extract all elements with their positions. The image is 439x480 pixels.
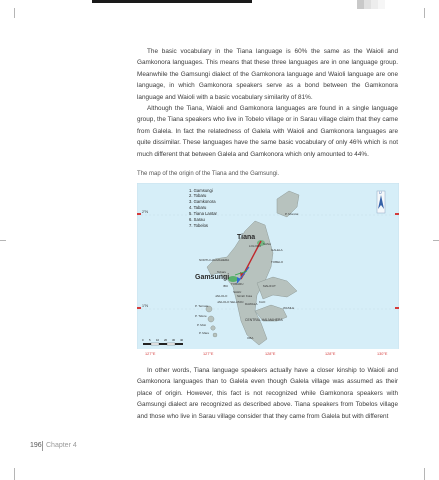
place-label: IBU <box>223 284 229 288</box>
place-label: P. Tidore <box>195 314 207 318</box>
legend-item: 3. Gamkonora <box>189 199 216 204</box>
lon-label: 128°E <box>265 352 276 356</box>
svg-text:0: 0 <box>142 338 144 342</box>
island-mare <box>213 333 217 337</box>
crop-mark-mid-left <box>0 240 6 241</box>
page-number: 196 <box>30 442 42 449</box>
place-label: NORTH HALMAHERA <box>199 258 230 262</box>
place-label: DAWALA <box>245 302 258 306</box>
place-label: MALIFUT <box>263 284 276 288</box>
svg-text:30: 30 <box>172 338 176 342</box>
place-label: Sirrah Kota <box>237 294 253 298</box>
paragraph-1: The basic vocabulary in the Tiana language is 60% the same as the Waioli and Gamkonora languages. This means that these three languages are in one language group. Meanwhile the Gamsungi dialect of the Gamkonora language and Waioli language are one language, in which Gamkonora speakers serve as a bond between the Gamkonora language and Waioli with a basic vocabulary similarity of 81%. <box>137 48 398 101</box>
place-label: JAILOLO <box>215 294 228 298</box>
place-label: P. Mare <box>199 331 210 335</box>
place-label: JAILOLO SELATAN <box>217 300 244 304</box>
place-label: Tobaru <box>217 270 227 274</box>
place-label: WASILE <box>283 306 295 310</box>
north-arrow-icon <box>377 191 385 213</box>
chapter-label: Chapter 4 <box>46 442 77 449</box>
legend-item: 6. Sarau <box>189 217 205 222</box>
lon-label: 130°E <box>377 352 388 356</box>
svg-text:5: 5 <box>149 338 151 342</box>
legend-item: 4. Tabaru <box>189 205 207 210</box>
place-label: KAO <box>259 300 266 304</box>
crop-mark-top-left <box>14 8 15 18</box>
crop-mark-mid-right <box>433 240 439 241</box>
paragraph-3: In other words, Tiana language speakers actually have a closer kinship to Waioli and Gamkonora languages than to Galela even though Galela village was assumed as their place of origin. However, this fact is not recognized while Gamkonora speakers with Gamsungi dialect are recognized as described above. Tiana speakers from Tobelos village and those who live in Sarau village consider that they came from Galela but with different <box>137 367 398 420</box>
place-label: SASA <box>263 242 272 246</box>
lon-label: 127°E <box>203 352 214 356</box>
footer-divider <box>42 441 43 451</box>
map-caption: The map of the origin of the Tiana and the Gamsungi. <box>137 171 280 177</box>
place-label: GALELA <box>271 248 283 252</box>
svg-text:U: U <box>379 191 382 195</box>
island-moti <box>211 326 215 330</box>
crop-mark-top-right <box>424 8 425 18</box>
place-label: SAHU <box>233 290 242 294</box>
place-label: TOBELO <box>271 260 284 264</box>
legend-item: 1. Gamsungi <box>189 188 213 193</box>
registration-bar <box>92 0 252 3</box>
place-label: P. Moti <box>197 323 206 327</box>
place-label: OBA <box>247 336 254 340</box>
lon-label: 127°E <box>145 352 156 356</box>
legend-item: 5. Tiana Lantar <box>189 211 217 216</box>
island-tidore <box>208 316 214 322</box>
lat-label: 1°N <box>142 304 149 308</box>
svg-text:10: 10 <box>156 338 160 342</box>
legend-item: 2. Tobaru <box>189 193 207 198</box>
lon-label: 128°E <box>325 352 336 356</box>
place-label: P. Ternate <box>195 304 209 308</box>
place-label: LOLODA <box>249 244 262 248</box>
crop-mark-bottom-right <box>424 468 425 480</box>
legend-item: 7. Tobelos <box>189 223 209 228</box>
lat-label: 2°N <box>142 210 149 214</box>
origin-map <box>137 183 399 356</box>
region-label-gamsungi: Gamsungi <box>195 274 230 281</box>
paragraph-2: Although the Tiana, Waioli and Gamkonora languages are found in a single language group, the Tiana speakers who live in Tobelo village or in Sarau village claim that they came from Galela. In fact the relatedness of Galela with Waioli and Gamkonora languages are quite dissimilar. These languages have the same basic vocabulary of only 46% which is not much different that between Galela and Gamkonora which only amounted to 44%. <box>137 105 398 158</box>
svg-text:40: 40 <box>180 338 184 342</box>
region-label-central-halmahera: CENTRAL HALMAHERA <box>245 318 283 322</box>
place-label: P. Morotai <box>285 212 299 216</box>
svg-text:20: 20 <box>164 338 168 342</box>
crop-mark-bottom-left <box>14 468 15 480</box>
place-label: TOBARU <box>231 282 244 286</box>
region-label-tiana: Tiana <box>237 234 256 241</box>
